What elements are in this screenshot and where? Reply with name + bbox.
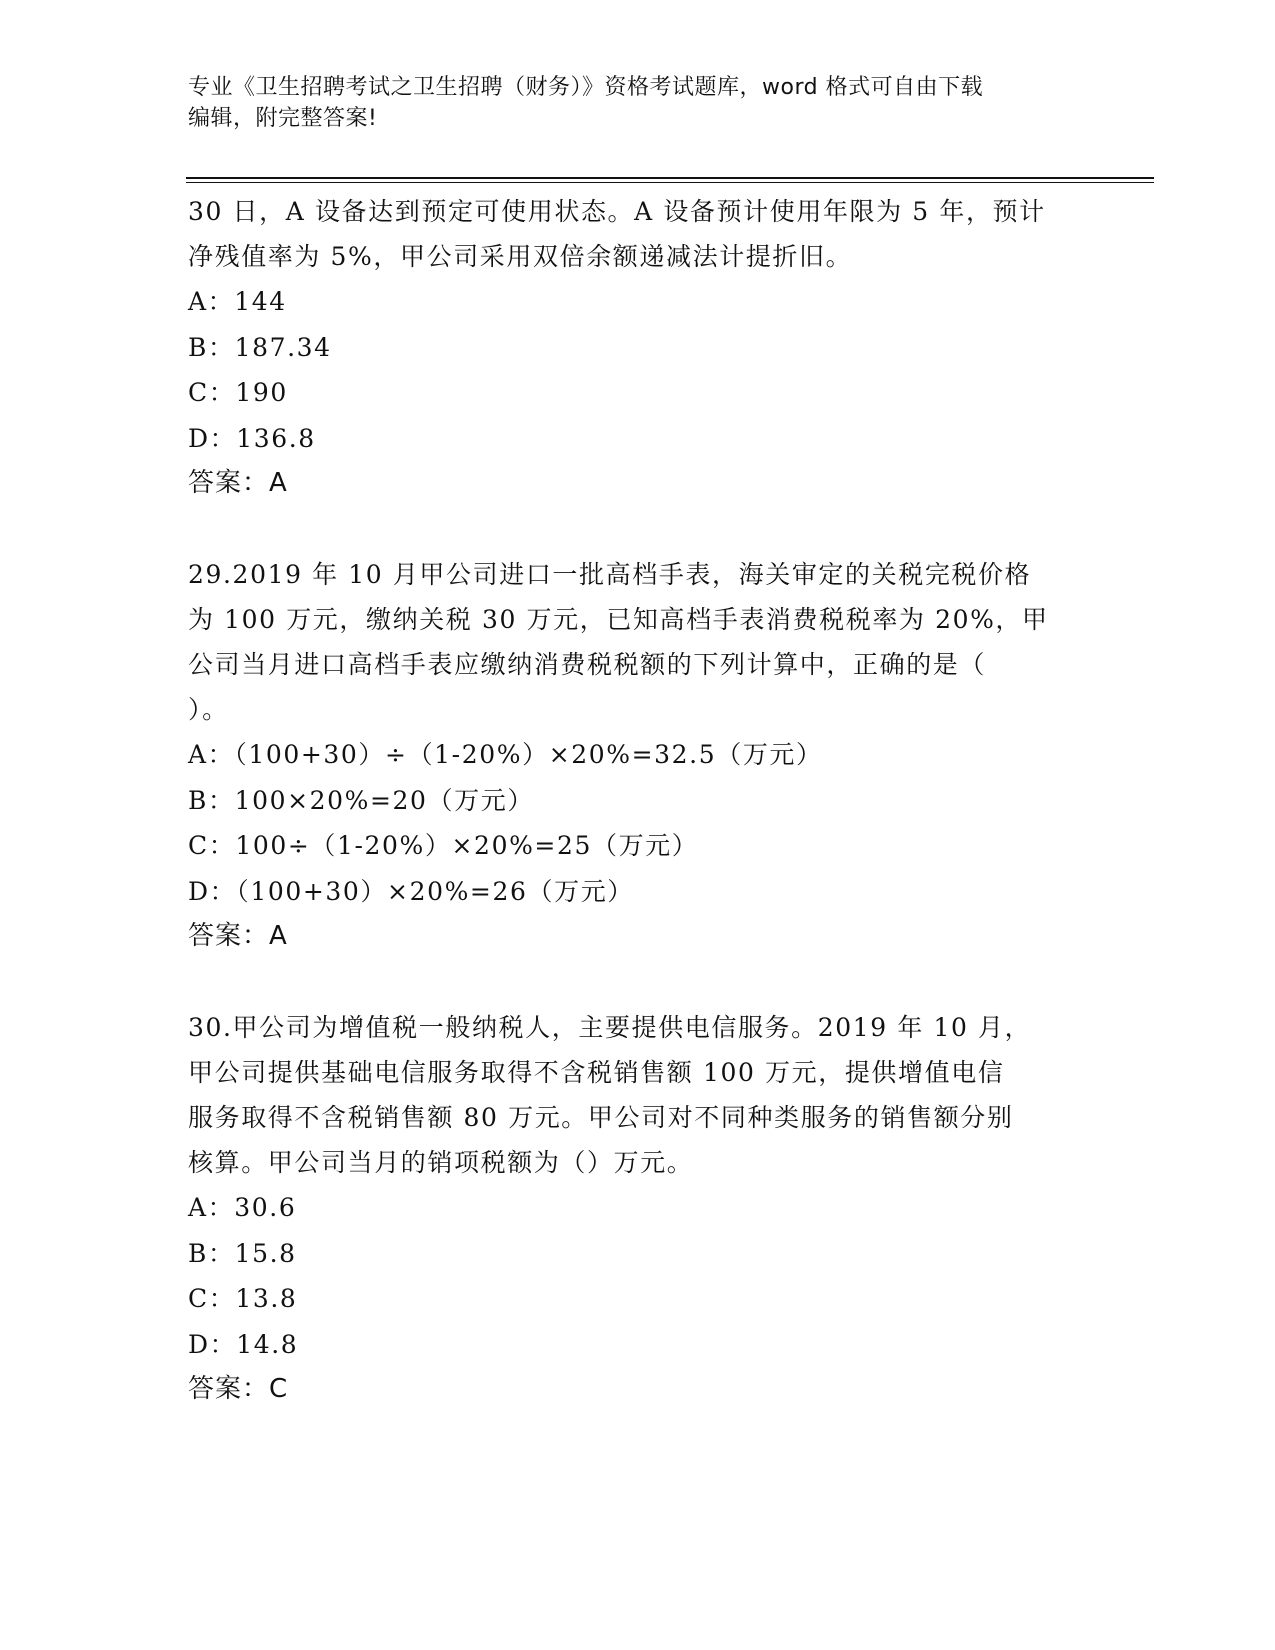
question-block <box>188 189 1088 505</box>
question-block <box>188 552 1088 958</box>
spacer <box>188 958 1088 1005</box>
option-c: C：100÷（1-20%）×20%=25（万元） <box>188 831 699 860</box>
answer-line: 答案：C <box>188 1374 289 1404</box>
question-stem-line: 净残值率为 5%，甲公司采用双倍余额递减法计提折旧。 <box>188 242 853 271</box>
question-stem-line: 公司当月进口高档手表应缴纳消费税税额的下列计算中，正确的是（ <box>188 650 987 679</box>
question-stem-line: 核算。甲公司当月的销项税额为（）万元。 <box>188 1148 694 1177</box>
answer-line: 答案：A <box>188 921 288 951</box>
question-stem-line: 服务取得不含税销售额 80 万元。甲公司对不同种类服务的销售额分别 <box>188 1103 1014 1132</box>
document-header <box>188 72 1068 134</box>
question-stem-line: 30.甲公司为增值税一般纳税人，主要提供电信服务。2019 年 10 月， <box>188 1013 1032 1042</box>
header-line-1: 专业《卫生招聘考试之卫生招聘（财务）》资格考试题库，word 格式可自由下载 <box>188 75 984 100</box>
question-stem-line: 为 100 万元，缴纳关税 30 万元，已知高档手表消费税税率为 20%，甲 <box>188 605 1049 634</box>
option-a: A：30.6 <box>188 1193 297 1222</box>
header-divider-thin <box>186 182 1154 183</box>
option-d: D：136.8 <box>188 423 316 453</box>
header-divider <box>186 177 1154 179</box>
question-stem-line: ）。 <box>188 695 229 724</box>
question-stem-line: 甲公司提供基础电信服务取得不含税销售额 100 万元，提供增值电信 <box>188 1058 1005 1087</box>
question-stem-line: 29.2019 年 10 月甲公司进口一批高档手表，海关审定的关税完税价格 <box>188 560 1032 589</box>
header-line-2: 编辑，附完整答案! <box>188 106 378 131</box>
option-a: A：144 <box>188 287 287 316</box>
option-c: C：13.8 <box>188 1284 298 1313</box>
option-c: C：190 <box>188 378 288 407</box>
question-block <box>188 1005 1088 1411</box>
question-stem-line: 30 日，A 设备达到预定可使用状态。A 设备预计使用年限为 5 年，预计 <box>188 197 1046 226</box>
option-d: D：（100+30）×20%=26（万元） <box>188 876 634 906</box>
option-b: B：100×20%=20（万元） <box>188 785 534 815</box>
option-b: B：187.34 <box>188 332 332 362</box>
answer-line: 答案：A <box>188 468 288 498</box>
question-list <box>188 189 1088 1411</box>
spacer <box>188 505 1088 552</box>
option-a: A：（100+30）÷（1-20%）×20%=32.5（万元） <box>188 740 823 769</box>
option-d: D：14.8 <box>188 1329 299 1359</box>
option-b: B：15.8 <box>188 1238 297 1268</box>
